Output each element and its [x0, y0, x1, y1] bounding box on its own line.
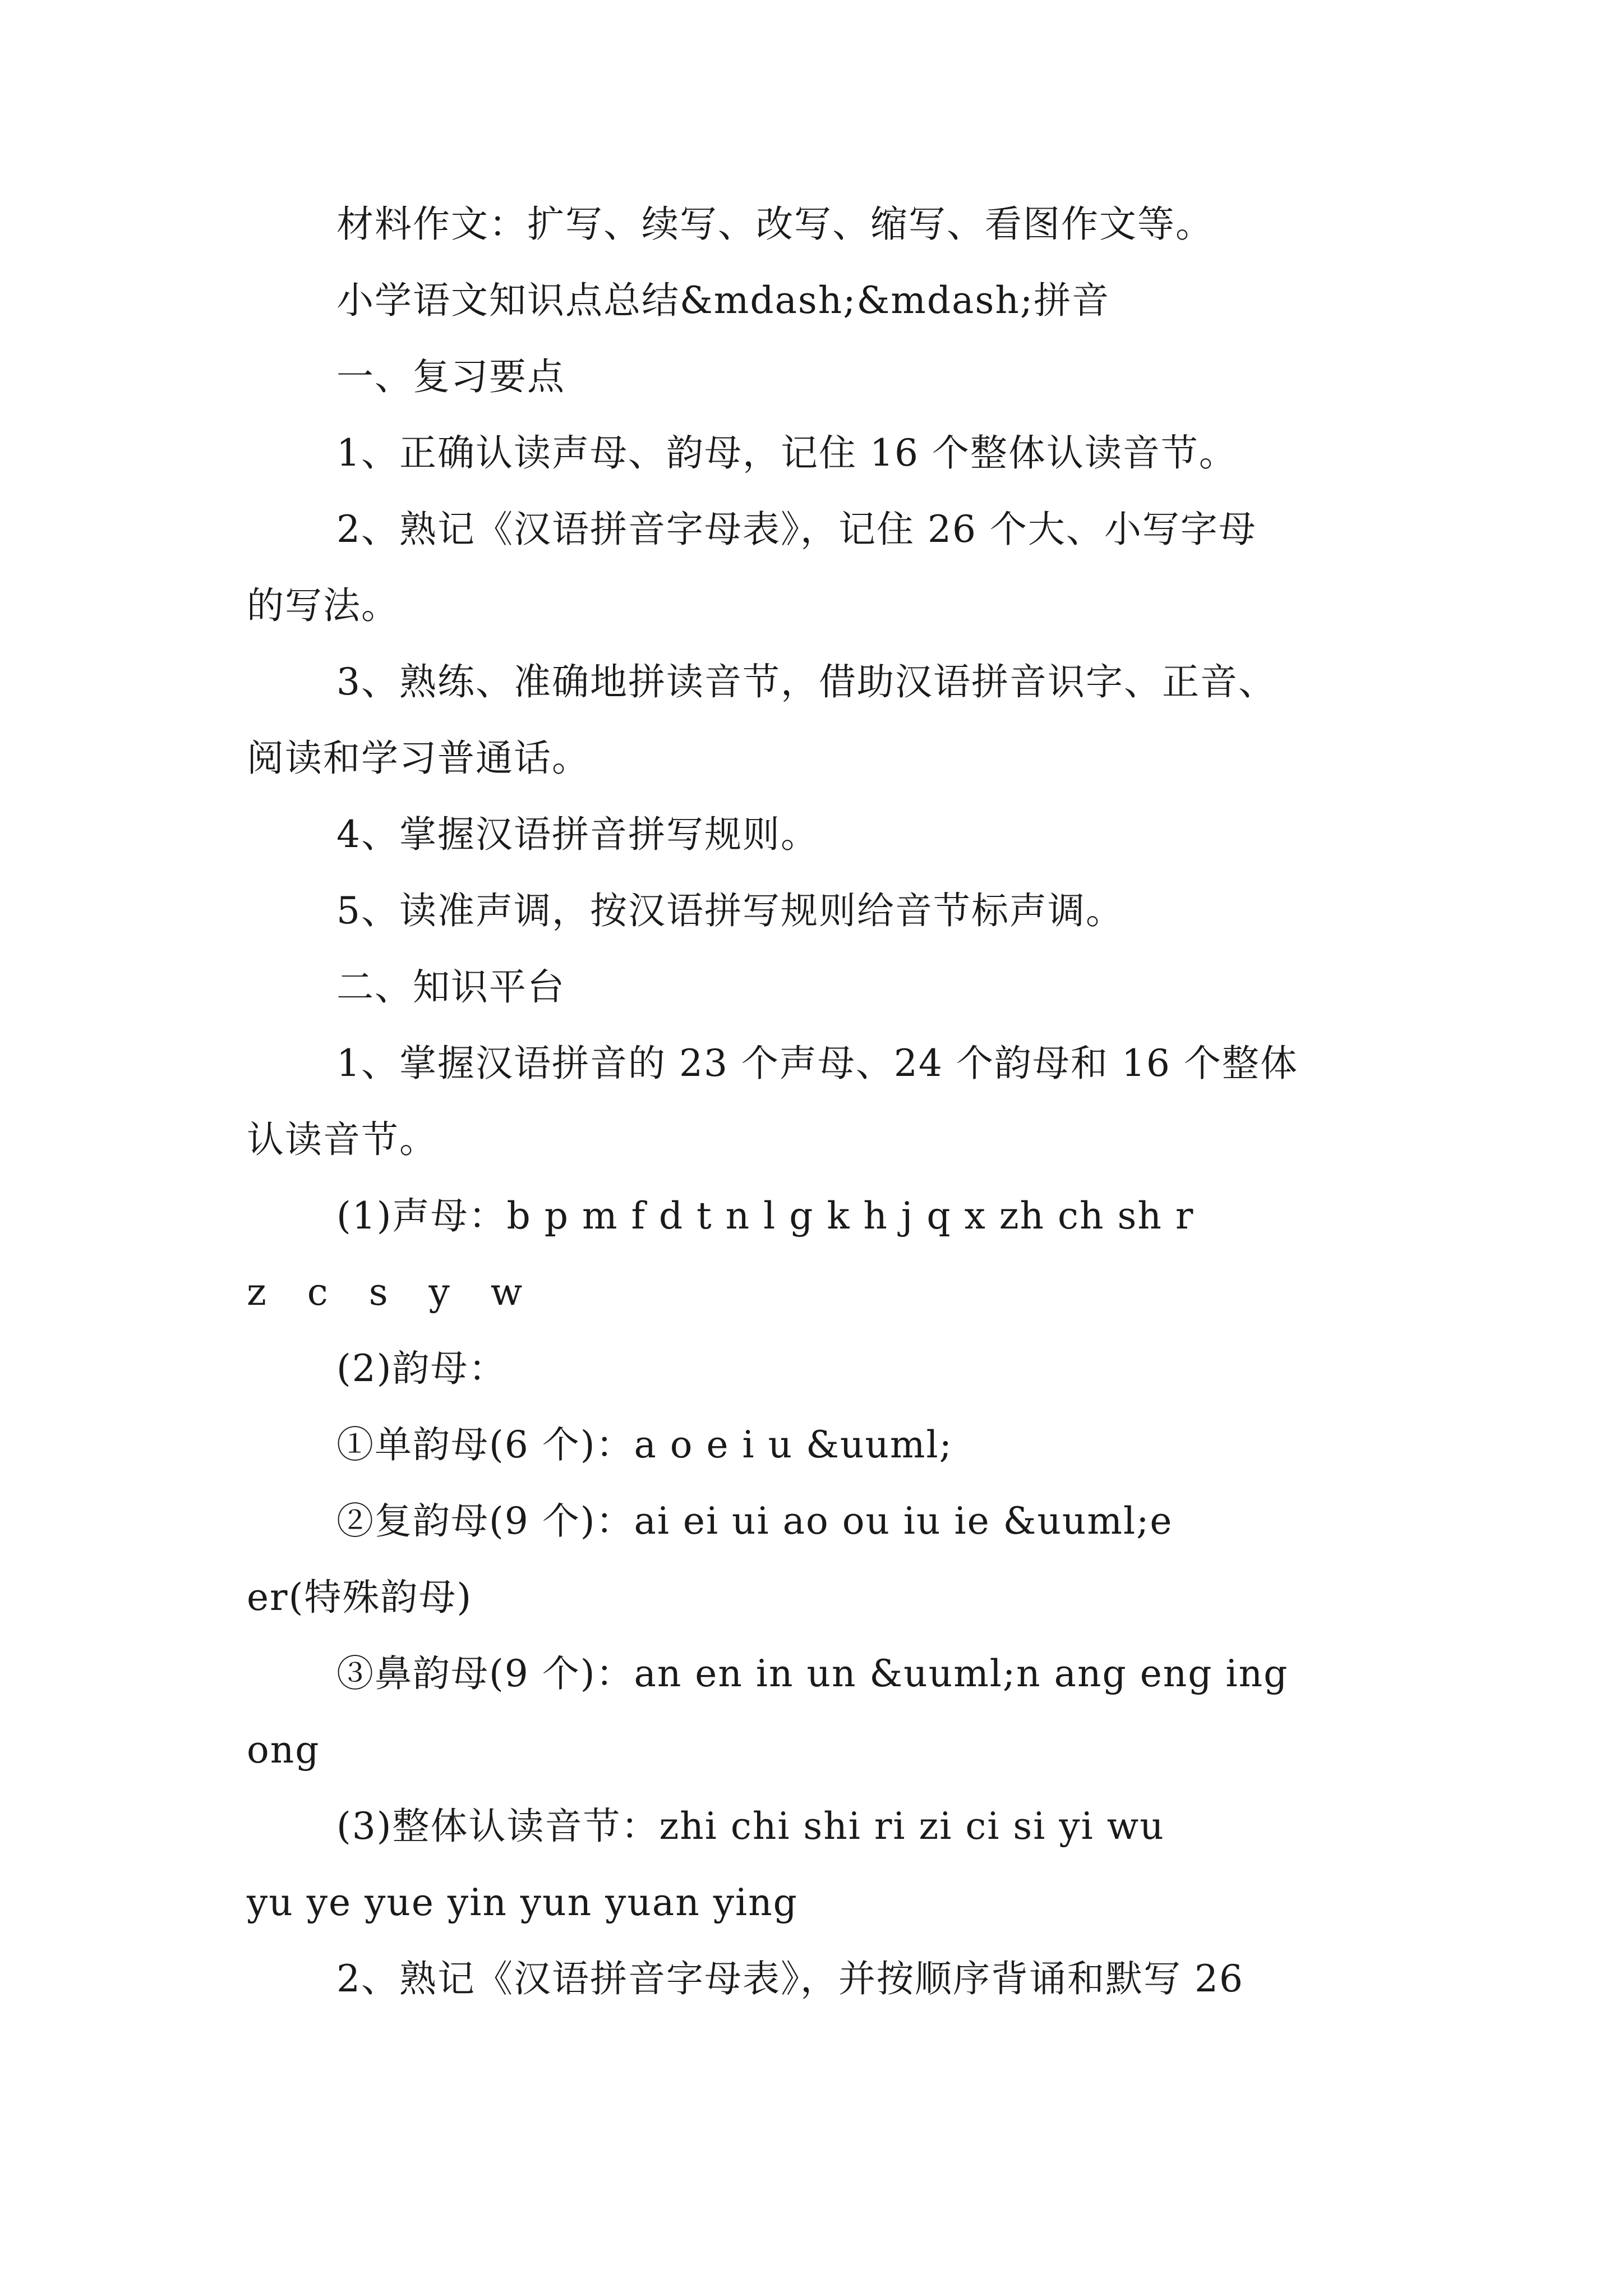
section-title: 小学语文知识点总结&mdash;&mdash;拼音: [336, 279, 1110, 322]
text-line: ③鼻韵母(9 个)：an en in un &uuml;n ang eng ing: [336, 1652, 1289, 1695]
text-line: 阅读和学习普通话。: [247, 737, 590, 780]
text-line: yu ye yue yin yun yuan ying: [247, 1881, 798, 1924]
text-line: 认读音节。: [247, 1118, 437, 1161]
text-line: 材料作文：扩写、续写、改写、缩写、看图作文等。: [336, 203, 1214, 246]
text-line: (3)整体认读音节：zhi chi shi ri zi ci si yi wu: [336, 1805, 1165, 1848]
text-line: ong: [247, 1728, 320, 1772]
text-line: 1、正确认读声母、韵母，记住 16 个整体认读音节。: [336, 431, 1237, 475]
text-line: 5、读准声调，按汉语拼写规则给音节标声调。: [336, 889, 1124, 932]
text-line: ②复韵母(9 个)：ai ei ui ao ou iu ie &uuml;e: [336, 1499, 1173, 1543]
text-line: 1、掌握汉语拼音的 23 个声母、24 个韵母和 16 个整体: [336, 1042, 1298, 1085]
heading: 一、复习要点: [336, 355, 565, 398]
text-line: 4、掌握汉语拼音拼写规则。: [336, 813, 819, 856]
text-line: (2)韵母：: [336, 1347, 507, 1390]
text-line: ①单韵母(6 个)：a o e i u &uuml;: [336, 1423, 953, 1466]
text-line: 3、熟练、准确地拼读音节，借助汉语拼音识字、正音、: [336, 660, 1276, 703]
text-line: 的写法。: [247, 584, 399, 627]
text-line: (1)声母：b p m f d t n l g k h j q x zh ch sh r: [336, 1194, 1195, 1237]
text-line: er(特殊韵母): [247, 1576, 473, 1619]
text-line: z c s y w: [247, 1271, 537, 1314]
text-line: 2、熟记《汉语拼音字母表》，并按顺序背诵和默写 26: [336, 1957, 1244, 2000]
text-line: 2、熟记《汉语拼音字母表》，记住 26 个大、小写字母: [336, 508, 1257, 551]
heading: 二、知识平台: [336, 965, 565, 1009]
